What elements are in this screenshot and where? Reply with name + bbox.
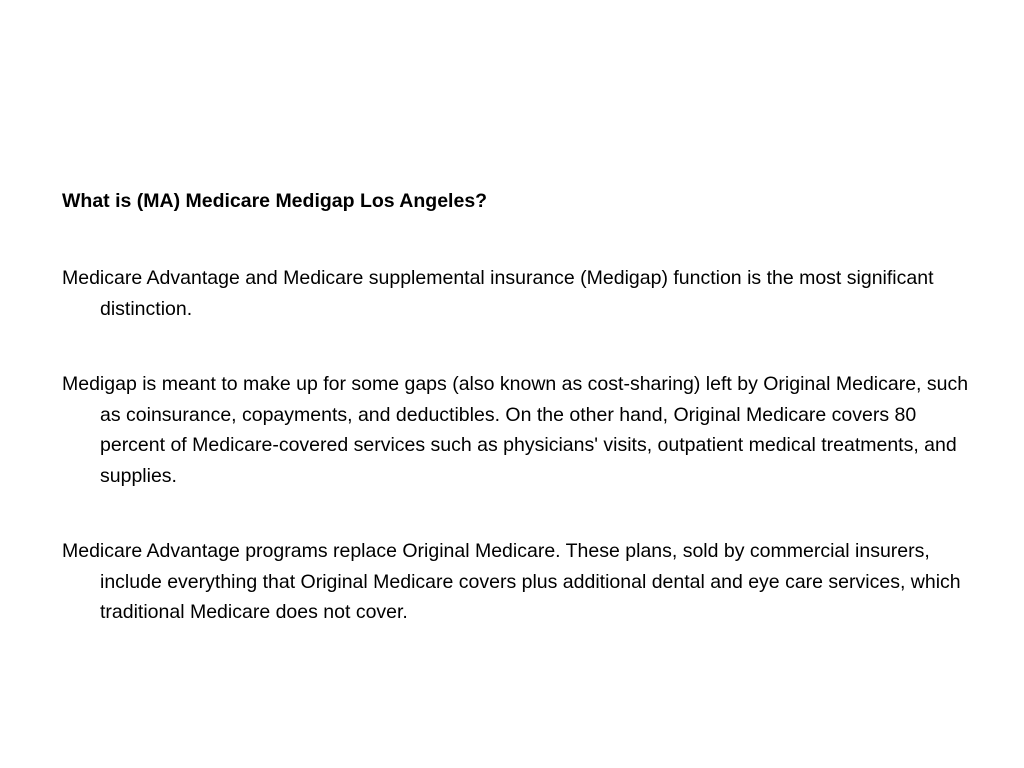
paragraph-1: Medicare Advantage and Medicare supplemental insurance (Medigap) function is the most significant distinction. xyxy=(62,267,934,320)
paragraph-3: Medicare Advantage programs replace Original Medicare. These plans, sold by commercial insurers, include everything that Original Medicare covers plus additional dental and eye care services, which traditional Medicare does not cover. xyxy=(62,540,961,623)
slide-content xyxy=(62,186,972,628)
slide-heading: What is (MA) Medicare Medigap Los Angeles? xyxy=(62,190,488,212)
paragraph-2: Medigap is meant to make up for some gaps (also known as cost-sharing) left by Original Medicare, such as coinsurance, copayments, and deductibles. On the other hand, Original Medicare covers 80 percent of Medicare-covered services such as physicians' visits, outpatient medical treatments, and supplies. xyxy=(62,373,969,487)
